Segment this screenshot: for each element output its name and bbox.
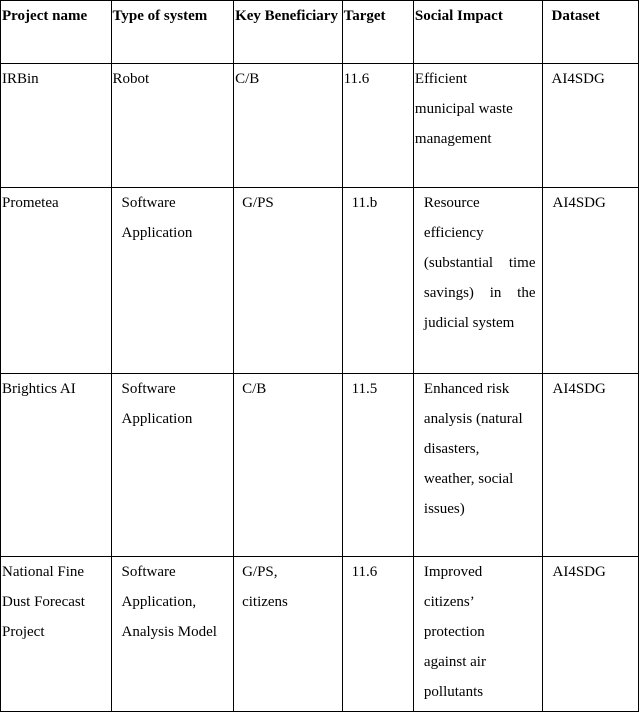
table-row xyxy=(1,374,639,557)
header-dataset: Dataset xyxy=(542,1,639,64)
cell-key-beneficiary: C/B xyxy=(234,64,343,188)
header-project-name: Project name xyxy=(1,1,112,64)
cell-type-of-system: Software Application xyxy=(111,374,234,557)
cell-target: 11.5 xyxy=(342,374,413,557)
cell-type-of-system: Software Application, Analysis Model xyxy=(111,557,234,712)
cell-type-of-system: Software Application xyxy=(111,188,234,374)
table-row xyxy=(1,64,639,188)
cell-type-of-system: Robot xyxy=(111,64,234,188)
cell-project-name: IRBin xyxy=(1,64,112,188)
cell-dataset: AI4SDG xyxy=(542,64,639,188)
header-key-beneficiary: Key Beneficiary xyxy=(234,1,343,64)
cell-dataset: AI4SDG xyxy=(542,557,639,712)
cell-key-beneficiary: C/B xyxy=(234,374,343,557)
cell-dataset: AI4SDG xyxy=(542,374,639,557)
cell-project-name: Prometea xyxy=(1,188,112,374)
cell-key-beneficiary: G/PS, citizens xyxy=(234,557,343,712)
cell-social-impact: Efficient municipal waste management xyxy=(413,64,542,188)
cell-project-name: National Fine Dust Forecast Project xyxy=(1,557,112,712)
table-header-row xyxy=(1,1,639,64)
cell-social-impact: Improved citizens’ protection against air pollutants xyxy=(413,557,542,712)
cell-target: 11.6 xyxy=(342,64,413,188)
header-type-of-system: Type of system xyxy=(111,1,234,64)
cell-key-beneficiary: G/PS xyxy=(234,188,343,374)
cell-social-impact: Resource efficiency (substantial time savings) in the judicial system xyxy=(413,188,542,374)
header-target: Target xyxy=(342,1,413,64)
cell-dataset: AI4SDG xyxy=(542,188,639,374)
table-row xyxy=(1,557,639,712)
cell-target: 11.6 xyxy=(342,557,413,712)
cell-social-impact: Enhanced risk analysis (natural disasters, weather, social issues) xyxy=(413,374,542,557)
cell-project-name: Brightics AI xyxy=(1,374,112,557)
cell-target: 11.b xyxy=(342,188,413,374)
header-social-impact: Social Impact xyxy=(413,1,542,64)
table-row xyxy=(1,188,639,374)
